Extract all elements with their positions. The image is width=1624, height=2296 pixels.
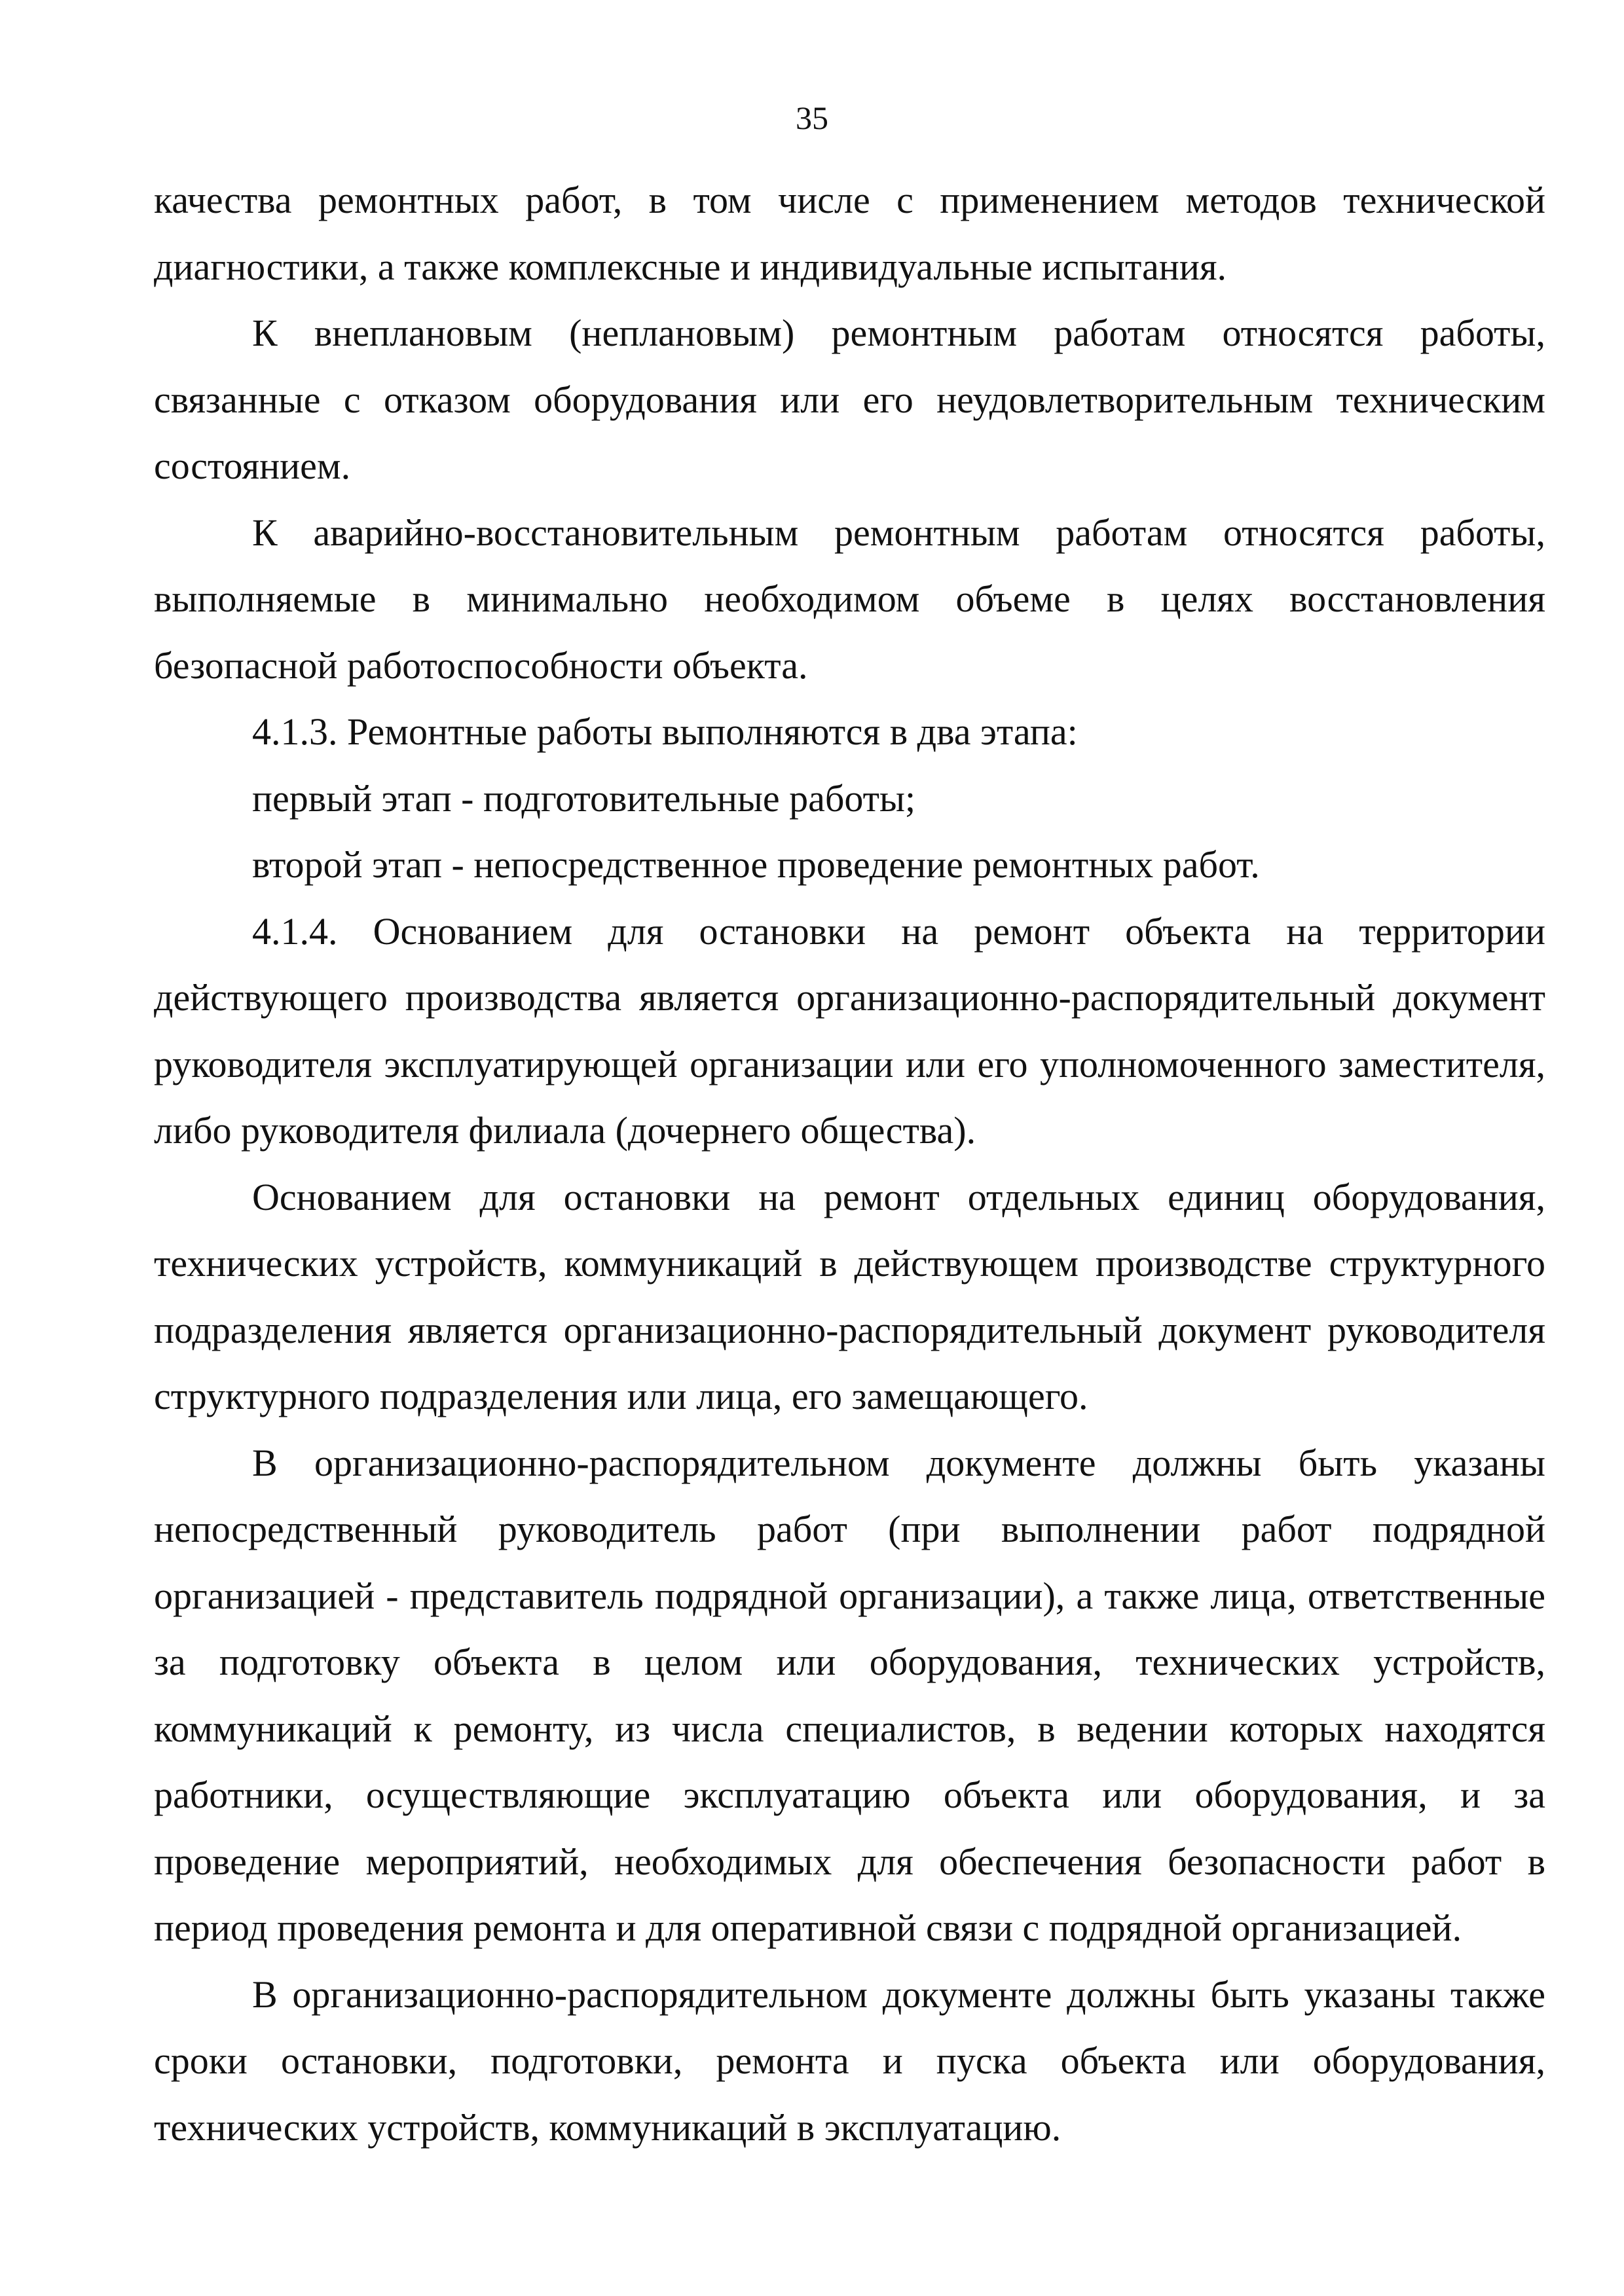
paragraph-document-responsible-persons: В организационно-распорядительном документе должны быть указаны непосредственный руководитель работ (при выполнении работ подрядной организацией - представитель подрядной организации), а также лица, ответственные за подготовку объекта в целом или оборудования, технических устройств, коммуникаций к ремонту, из числа специалистов, в ведении которых находятся работники, осуществляющие эксплуатацию объекта или оборудования, и за проведение мероприятий, необходимых для обеспечения безопасности работ в период проведения ремонта и для оперативной связи с подрядной организацией. [154, 1441, 1545, 1949]
paragraph-continuation: качества ремонтных работ, в том числе с применением методов технической диагностики, а также комплексные и индивидуальные испытания. [154, 179, 1545, 288]
paragraph-document-deadlines: В организационно-распорядительном документе должны быть указаны также сроки остановки, подготовки, ремонта и пуска объекта или оборудования, технических устройств, коммуникаций в эксплуатацию. [154, 1973, 1545, 2149]
clause-4-1-3: 4.1.3. Ремонтные работы выполняются в два этапа: [252, 710, 1078, 753]
list-item-stage-two: второй этап - непосредственное проведение ремонтных работ. [252, 843, 1260, 886]
paragraph-unplanned-repairs: К внеплановым (неплановым) ремонтным работам относятся работы, связанные с отказом оборудования или его неудовлетворительным техническим состоянием. [154, 312, 1545, 487]
list-item-stage-one: первый этап - подготовительные работы; [252, 776, 916, 820]
clause-4-1-4: 4.1.4. Основанием для остановки на ремонт объекта на территории действующего производства является организационно-распорядительный документ руководителя эксплуатирующей организации или его уполномоченного заместителя, либо руководителя филиала (дочернего общества). [154, 909, 1545, 1152]
document-body [154, 167, 1545, 2160]
paragraph-emergency-repairs: К аварийно-восстановительным ремонтным работам относятся работы, выполняемые в минимально необходимом объеме в целях восстановления безопасной работоспособности объекта. [154, 511, 1545, 687]
page-number: 35 [796, 100, 828, 136]
paragraph-equipment-stop-basis: Основанием для остановки на ремонт отдельных единиц оборудования, технических устройств, коммуникаций в действующем производстве структурного подразделения является организационно-распорядительный документ руководителя структурного подразделения или лица, его замещающего. [154, 1175, 1545, 1417]
